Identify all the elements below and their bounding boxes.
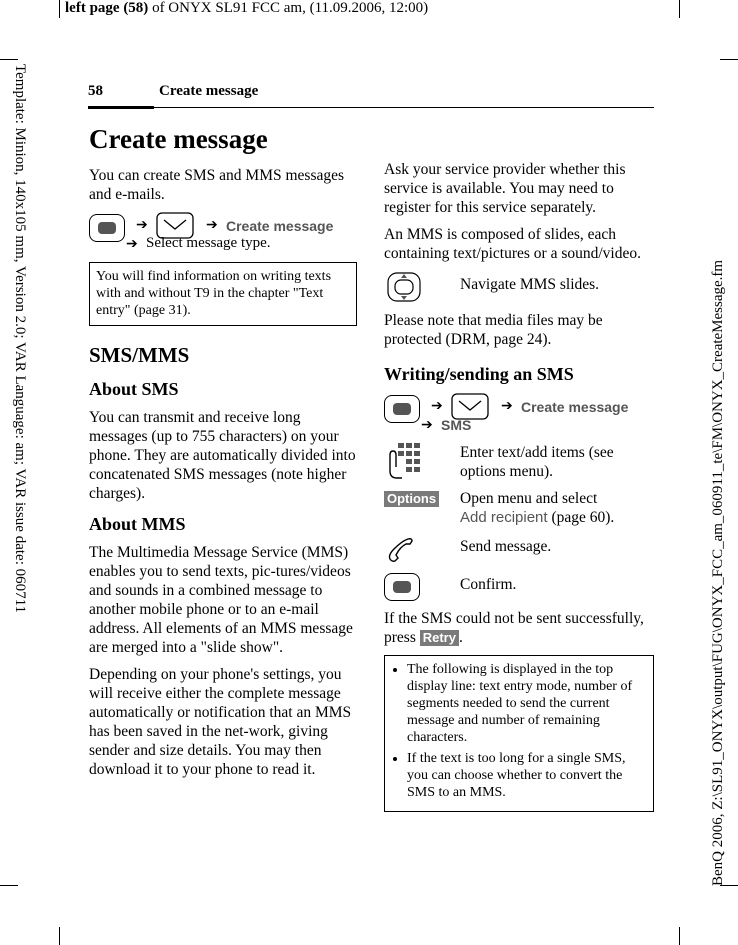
header-rule xyxy=(88,106,154,109)
crop-mark xyxy=(720,59,738,60)
intro-paragraph: You can create SMS and MMS messages and e-mails. xyxy=(89,167,345,203)
arrow-icon: ➔ xyxy=(206,218,218,233)
navigation-key-icon xyxy=(384,271,424,303)
header-rule xyxy=(154,107,654,108)
call-key-icon xyxy=(384,533,424,565)
print-header-label: left page (58) of ONYX SL91 FCC am, (11.09.2006, 12:00) xyxy=(65,0,429,16)
drm-paragraph: Please note that media files may be protected (DRM, page 24). xyxy=(384,312,603,348)
enter-text-row xyxy=(384,441,654,481)
left-column xyxy=(89,122,357,787)
running-title: Create message xyxy=(159,83,259,99)
crop-mark xyxy=(679,0,680,18)
crop-mark xyxy=(59,927,60,945)
center-key-icon xyxy=(89,214,125,242)
options-text: Open menu and select xyxy=(460,490,598,507)
mms-download-paragraph: Depending on your phone's settings, you will receive either the complete message automatically or notification that an MMS has been saved in the net-work, giving sender and size details. You may then download it to your phone to read it. xyxy=(89,666,352,778)
info-bullet: • The following is displayed in the top display line: text entry mode, number of segments needed to send the current message and number of remaining characters. xyxy=(407,661,647,746)
arrow-icon: ➔ xyxy=(501,399,513,414)
enter-text-description: Enter text/add items (see options menu). xyxy=(460,444,614,480)
note-box: You will find information on writing texts with and without T9 in the chapter "Text entry" (page 31). xyxy=(89,262,357,326)
page-number: 58 xyxy=(88,83,103,99)
send-description: Send message. xyxy=(460,538,552,555)
navigate-text: Navigate MMS slides. xyxy=(460,276,600,293)
menu-item-create-message: Create message xyxy=(521,399,629,415)
about-sms-paragraph: You can transmit and receive long messages (up to 755 characters) on your phone. They are automatically divided into concatenated SMS messages (note higher charges). xyxy=(89,409,356,502)
page-title: Create message xyxy=(89,124,268,154)
send-row xyxy=(384,533,654,565)
add-recipient-link: Add recipient xyxy=(460,509,548,526)
subheading-writing-sms: Writing/sending an SMS xyxy=(384,364,574,384)
file-path-vertical: BenQ 2006, Z:\SL91_ONYX\output\FUG\ONYX_FCC_am_060911_te\FM\ONYX_CreateMessage.fm xyxy=(710,259,726,886)
section-heading-sms-mms: SMS/MMS xyxy=(89,343,190,367)
slides-paragraph: An MMS is composed of slides, each containing text/pictures or a sound/video. xyxy=(384,226,641,262)
right-column xyxy=(384,160,654,822)
template-info-vertical: Template: Minion, 140x105 mm, Version 2.0; VAR Language: am; VAR issue date: 060711 xyxy=(12,64,28,614)
arrow-icon: ➔ xyxy=(421,418,433,433)
select-type-text: Select message type. xyxy=(146,235,271,251)
crop-mark xyxy=(0,59,18,60)
menu-path xyxy=(89,212,357,252)
menu-item-sms: SMS xyxy=(441,417,472,433)
retry-paragraph: If the SMS could not be sent successfully, press Retry . xyxy=(384,610,644,646)
info-bullet: • If the text is too long for a single SMS, you can choose whether to convert the SMS to an MMS. xyxy=(407,750,647,801)
service-paragraph: Ask your service provider whether this service is available. You may need to register for this service separately. xyxy=(384,161,626,216)
center-key-icon xyxy=(384,573,420,601)
about-mms-paragraph: The Multimedia Message Service (MMS) enables you to send texts, pic-tures/videos and sounds in a combined message to another mobile phone or to an e-mail address. All elements of an MMS message are merged into a "slide show". xyxy=(89,544,353,656)
menu-item-create-message: Create message xyxy=(226,218,334,234)
crop-mark xyxy=(0,885,18,886)
center-key-icon xyxy=(384,395,420,423)
arrow-icon: ➔ xyxy=(136,218,148,233)
info-box xyxy=(384,655,654,812)
running-head xyxy=(88,83,654,109)
page-ref: (page 60). xyxy=(547,509,615,526)
crop-mark xyxy=(679,927,680,945)
options-softkey: Options xyxy=(384,491,439,507)
options-row xyxy=(384,487,654,527)
crop-mark xyxy=(59,0,60,18)
subheading-about-sms: About SMS xyxy=(89,379,179,399)
confirm-description: Confirm. xyxy=(460,576,517,593)
menu-path xyxy=(384,393,654,433)
arrow-icon: ➔ xyxy=(431,399,443,414)
options-description xyxy=(460,487,654,527)
keypad-icon xyxy=(384,441,424,481)
retry-softkey: Retry xyxy=(420,630,459,646)
subheading-about-mms: About MMS xyxy=(89,514,186,534)
navigate-row xyxy=(384,271,654,303)
confirm-row xyxy=(384,571,654,603)
arrow-icon: ➔ xyxy=(126,237,138,252)
